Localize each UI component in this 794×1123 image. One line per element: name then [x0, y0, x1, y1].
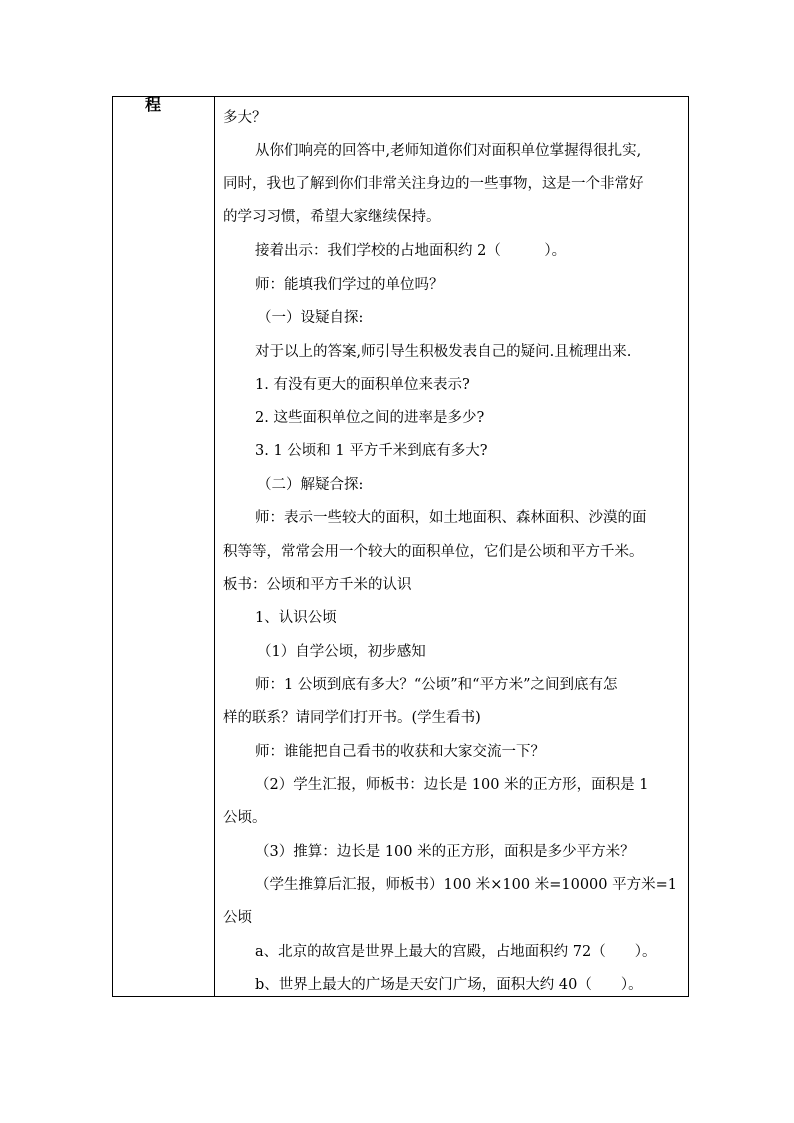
- text-line: 板书：公顷和平方千米的认识: [223, 577, 412, 593]
- section-label: 程: [144, 95, 161, 114]
- text-line: a、北京的故宫是世界上最大的宫殿，占地面积约 72（ ）。: [255, 944, 657, 960]
- text-line: 从你们响亮的回答中,老师知道你们对面积单位掌握得很扎实,: [255, 143, 642, 159]
- text-line: b、世界上最大的广场是天安门广场，面积大约 40（ ）。: [255, 977, 643, 993]
- text-line: （2）学生汇报，师板书：边长是 100 米的正方形，面积是 1: [255, 777, 649, 793]
- lesson-table: [112, 96, 689, 997]
- text-line: 师：1 公顷到底有多大？“公顷”和“平方米”之间到底有怎: [255, 677, 618, 693]
- text-line: 对于以上的答案,师引导生积极发表自己的疑问.且梳理出来.: [255, 344, 632, 360]
- text-line: 公顷。: [223, 810, 267, 826]
- text-line: 的学习习惯，希望大家继续保持。: [223, 209, 441, 225]
- text-line: 1、认识公顷: [255, 610, 337, 626]
- text-line: 公顷: [223, 910, 252, 926]
- text-line: 师：能填我们学过的单位吗？: [255, 277, 444, 293]
- text-line: 接着出示：我们学校的占地面积约 2（ ）。: [255, 243, 567, 259]
- text-line: 3. 1 公顷和 1 平方千米到底有多大?: [255, 443, 488, 459]
- text-line: （二）解疑合探:: [257, 477, 364, 493]
- text-line: 1. 有没有更大的面积单位来表示?: [255, 377, 470, 393]
- text-line: （一）设疑自探:: [257, 310, 364, 326]
- text-line: 同时，我也了解到你们非常关注身边的一些事物，这是一个非常好: [223, 176, 644, 192]
- text-line: （3）推算：边长是 100 米的正方形，面积是多少平方米？: [255, 844, 635, 860]
- text-line: 师：谁能把自己看书的收获和大家交流一下？: [255, 744, 545, 760]
- text-line: 2. 这些面积单位之间的进率是多少?: [255, 410, 485, 426]
- text-line: 师：表示一些较大的面积，如土地面积、森林面积、沙漠的面: [255, 510, 647, 526]
- text-line: 多大？: [223, 110, 267, 126]
- text-line: 样的联系？请同学们打开书。(学生看书): [223, 710, 481, 726]
- text-line: （1）自学公顷，初步感知: [257, 644, 426, 660]
- text-line: （学生推算后汇报，师板书）100 米×100 米=10000 平方米=1: [255, 877, 677, 893]
- column-divider: [214, 97, 215, 996]
- text-line: 积等等，常常会用一个较大的面积单位，它们是公顷和平方千米。: [223, 544, 644, 560]
